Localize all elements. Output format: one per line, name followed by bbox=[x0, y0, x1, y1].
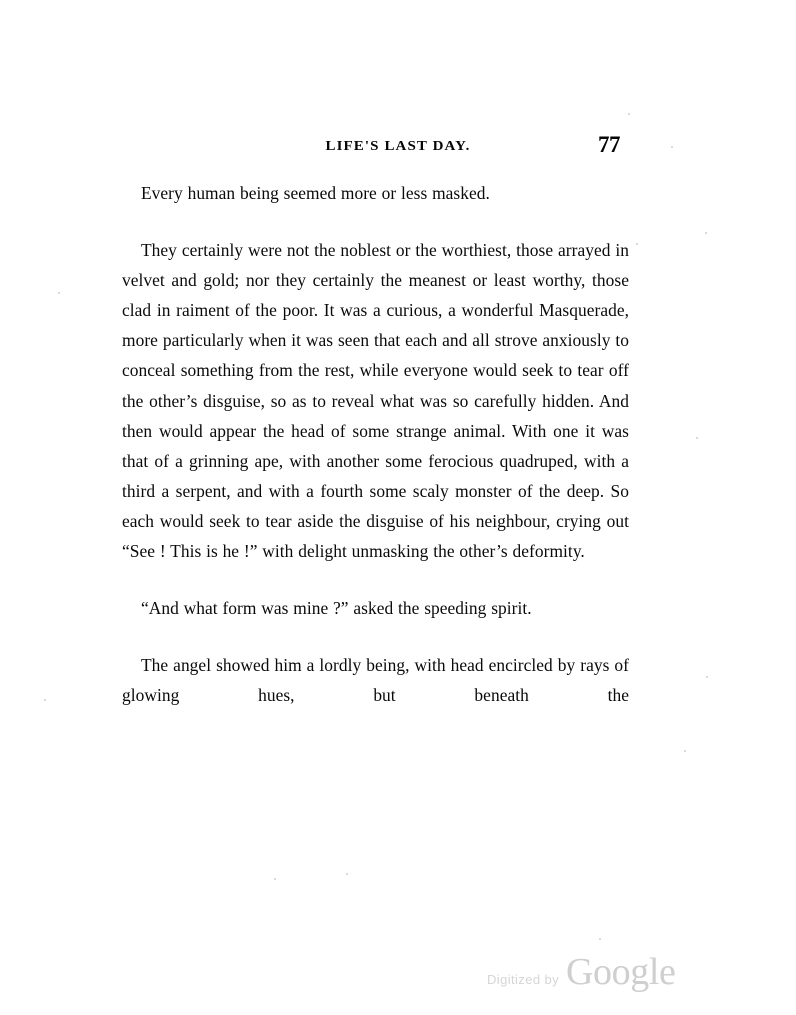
scan-speckle bbox=[346, 873, 348, 875]
body-text-block bbox=[122, 178, 629, 710]
scan-speckle bbox=[628, 113, 630, 115]
scan-speckle bbox=[274, 878, 276, 880]
paragraph-4: The angel showed him a lordly being, with head encircled by rays of glowing hues, but beneath the bbox=[122, 655, 629, 706]
scan-speckle bbox=[705, 232, 707, 234]
watermark-digitized-by-label: Digitized by bbox=[487, 972, 559, 987]
paragraph-gap bbox=[122, 566, 629, 593]
running-head-title: LIFE'S LAST DAY. bbox=[325, 138, 471, 154]
paragraph-3: “And what form was mine ?” asked the speeding spirit. bbox=[141, 598, 532, 619]
watermark-google-wordmark: Google bbox=[566, 951, 676, 993]
google-digitized-watermark bbox=[487, 953, 675, 991]
paragraph-2: They certainly were not the noblest or the worthiest, those arrayed in velvet and gold; nor they certainly the meanest or least worthy, those clad in raiment of the poor. It was a curious, a wonderful Masquerade, more particularly when it was seen that each and all strove anxiously to conceal something from the rest, while everyone would seek to tear off the other’s disguise, so as to reveal what was so carefully hidden. And then would appear the head of some strange animal. With one it was that of a grinning ape, with another some ferocious quadruped, with a third a serpent, and with a fourth some scaly monster of the deep. So each would seek to tear aside the disguise of his neighbour, crying out “See ! This is he !” with delight unmasking the other’s deformity. bbox=[122, 240, 629, 562]
running-head bbox=[0, 132, 796, 162]
scan-speckle bbox=[636, 243, 638, 245]
scan-speckle bbox=[599, 938, 601, 940]
paragraph-gap bbox=[122, 208, 629, 235]
page-number: 77 bbox=[598, 132, 620, 157]
scan-speckle bbox=[706, 676, 708, 678]
scan-speckle bbox=[696, 437, 698, 439]
scan-speckle bbox=[684, 750, 686, 752]
scan-speckle bbox=[671, 146, 673, 148]
paragraph-1: Every human being seemed more or less masked. bbox=[141, 183, 490, 203]
scan-speckle bbox=[58, 292, 60, 294]
scan-speckle bbox=[44, 699, 46, 701]
paragraph-gap bbox=[122, 623, 629, 650]
